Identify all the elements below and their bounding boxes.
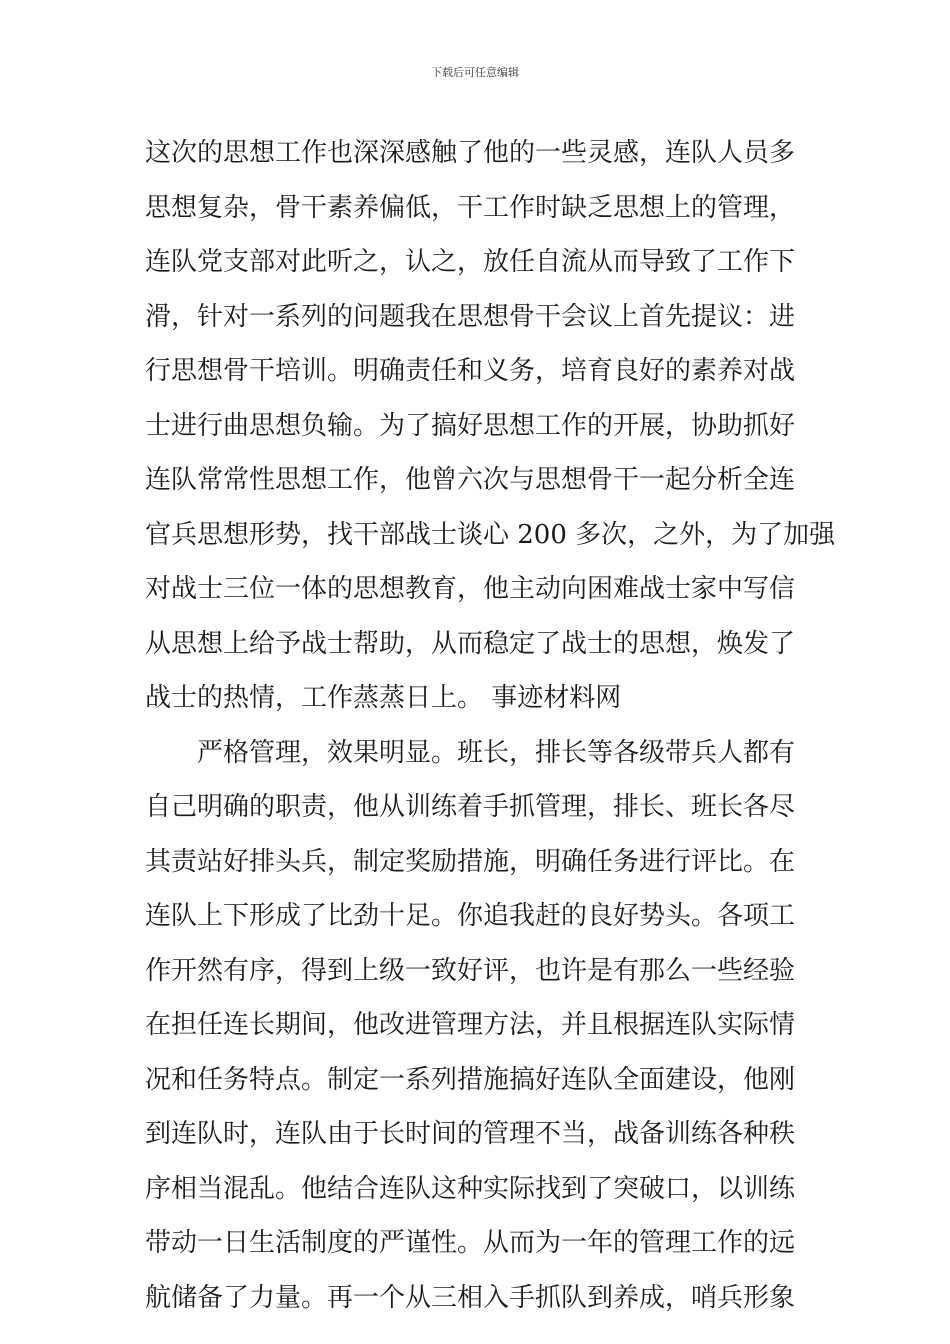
text-line: 况和任务特点。制定一系列措施搞好连队全面建设，他刚 [145,1064,796,1095]
text-line: 从思想上给予战士帮助，从而稳定了战士的思想，焕发了 [145,628,796,659]
text-line: 士进行曲思想负输。为了搞好思想工作的开展，协助抓好 [145,410,796,441]
text-line: 对战士三位一体的思想教育，他主动向困难战士家中写信 [145,574,796,604]
text-line: 滑，针对一系列的问题我在思想骨干会议上首先提议：进 [145,301,796,332]
text-line: 这次的思想工作也深深感触了他的一些灵感，连队人员多 [145,138,796,168]
text-line: 自己明确的职责，他从训练着手抓管理，排长、班长各尽 [145,792,796,822]
text-line: 其责站好排头兵，制定奖励措施，明确任务进行评比。在 [145,846,796,877]
page-header: 下载后可任意编辑 [431,66,519,79]
paragraph-first-line: 严格管理，效果明显。班长，排长等各级带兵人都有 [197,737,796,768]
text-line: 到连队时，连队由于长时间的管理不当，战备训练各种秩 [145,1119,796,1149]
text-line: 航储备了力量。再一个从三相入手抓队到养成，哨兵形象 [145,1282,796,1313]
text-line: 序相当混乱。他结合连队这种实际找到了突破口，以训练 [145,1173,796,1204]
text-line: 连队上下形成了比劲十足。你追我赶的良好势头。各项工 [145,901,796,931]
text-line: 在担任连长期间，他改进管理方法，并且根据连队实际情 [145,1010,796,1040]
text-line: 思想复杂，骨干素养偏低，干工作时缺乏思想上的管理， [145,192,796,223]
text-line: 官兵思想形势，找干部战士谈心 200 多次，之外，为了加强 [145,519,836,550]
text-line: 带动一日生活制度的严谨性。从而为一年的管理工作的远 [145,1228,796,1258]
text-line: 战士的热情，工作蒸蒸日上。 事迹材料网 [145,683,622,713]
body-text [145,126,836,1325]
text-line: 连队党支部对此听之，认之，放任自流从而导致了工作下 [145,247,796,277]
text-line: 行思想骨干培训。明确责任和义务，培育良好的素养对战 [145,356,796,386]
text-line: 连队常常性思想工作，他曾六次与思想骨干一起分析全连 [145,465,796,495]
text-line: 作开然有序，得到上级一致好评，也许是有那么一些经验 [145,955,796,986]
